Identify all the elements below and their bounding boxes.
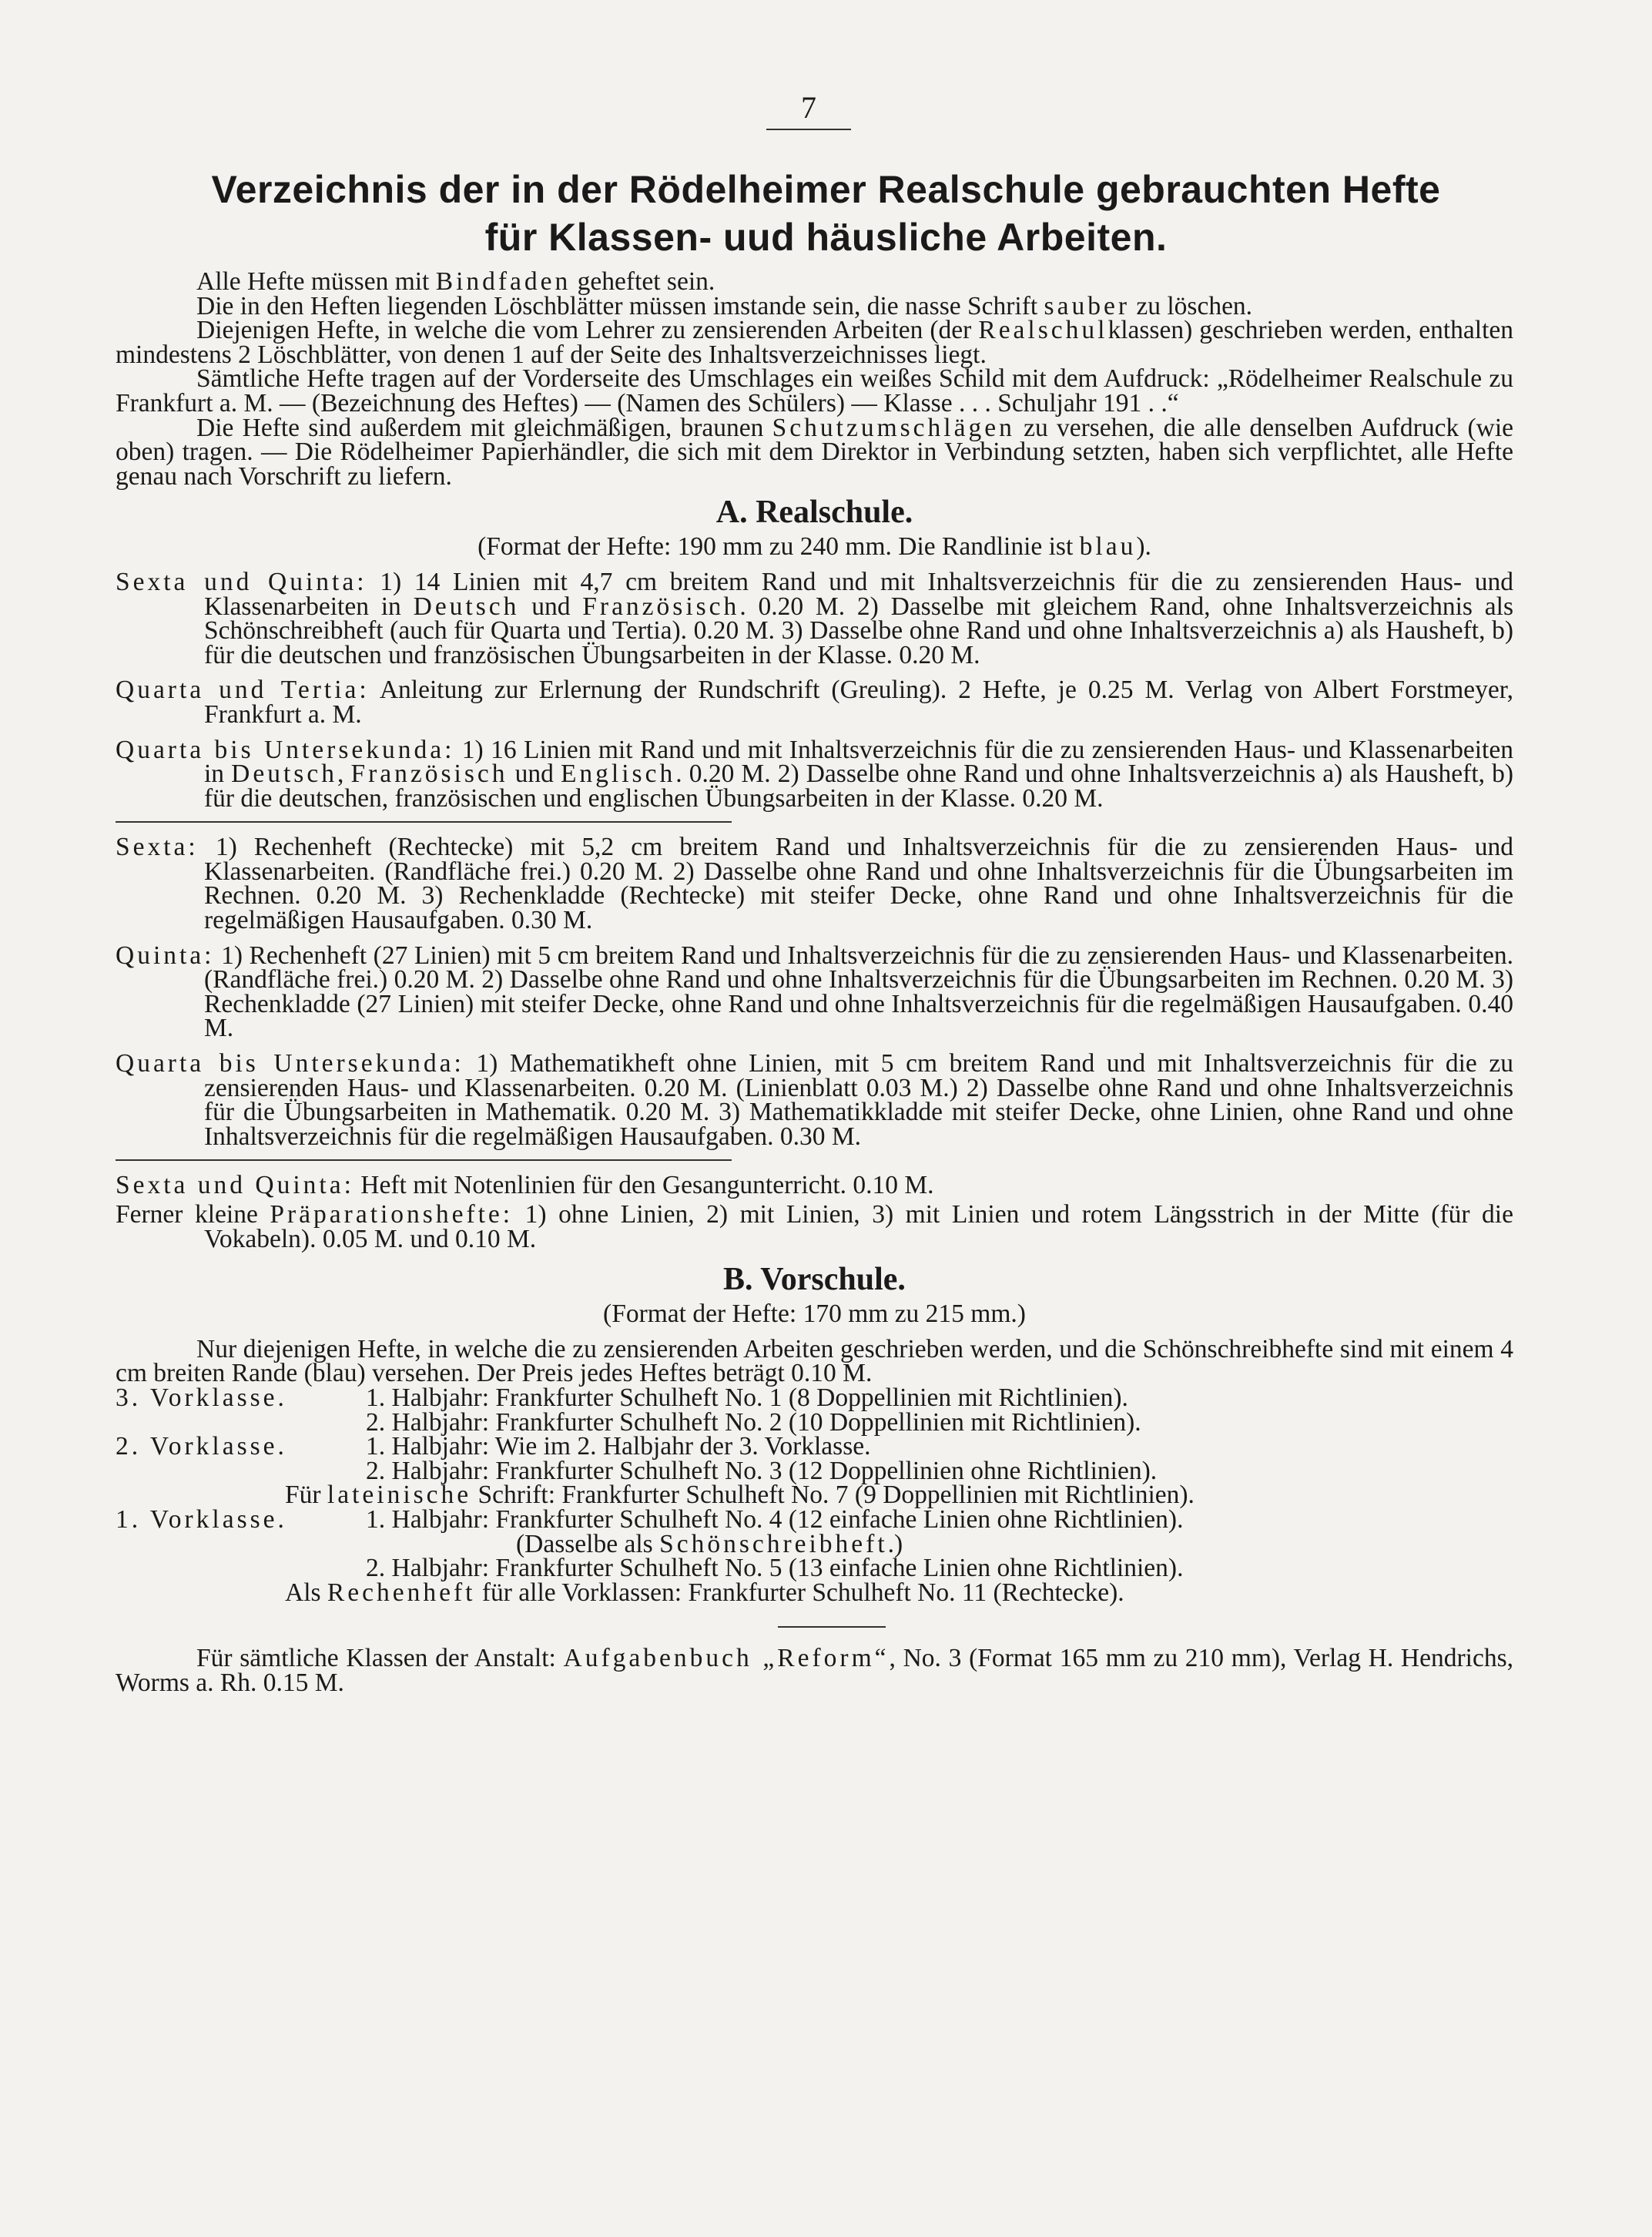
intro-paragraph: Die Hefte sind außerdem mit gleichmäßigen, braunen Schutzumschlägen zu versehen, die alle denselben Aufdruck (wie oben) tragen. — Die Rödelheimer Papierhändler, die sich mit dem Direktor in Verbindung setzten, haben sich verpflichtet, alle Hefte genau nach Vorschrift zu liefern. [116, 413, 1513, 491]
section-b-format: (Format der Hefte: 170 mm zu 215 mm.) [603, 1300, 1026, 1329]
page-number-rule [766, 129, 851, 130]
rechenheft-row: Als Rechenheft für alle Vorklassen: Frankfurter Schulheft No. 11 (Rechtecke). [285, 1578, 1124, 1607]
title-line-1: Verzeichnis der in der Rödelheimer Realschule gebrauchten Hefte [211, 168, 1441, 211]
entry-sexta-quinta: Sexta und Quinta: 1) 14 Linien mit 4,7 cm breitem Rand und mit Inhaltsverzeichnis für die zu zensierenden Haus- und Klassenarbeiten in Deutsch und Französisch. 0.20 M. 2) Dasselbe mit gleichem Rand, ohne Inhaltsverzeichnis als Schönschreibheft (auch für Quarta und Tertia). 0.20 M. 3) Dasselbe ohne Rand und ohne Inhaltsverzeichnis a) als Hausheft, b) für die deutschen und französischen Übungsarbeiten in der Klasse. 0.20 M. [116, 567, 1513, 669]
math-entry-quinta: Quinta: 1) Rechenheft (27 Linien) mit 5 cm breitem Rand und Inhaltsverzeichnis für die zu zensierenden Haus- und Klassenarbeiten. (Randfläche frei.) 0.20 M. 2) Dasselbe ohne Rand und ohne Inhaltsverzeichnis für die Übungsarbeiten im Rechnen. 0.20 M. 3) Rechenkladde (27 Linien) mit steifer Decke, ohne Rand und ohne Inhaltsverzeichnis für die regelmäßigen Hausaufgaben. 0.40 M. [116, 941, 1513, 1043]
math-entry-sexta: Sexta: 1) Rechenheft (Rechtecke) mit 5,2 cm breitem Rand und Inhaltsverzeichnis für die zu zensierenden Haus- und Klassenarbeiten. (Randfläche frei.) 0.20 M. 2) Dasselbe ohne Rand und ohne Inhaltsverzeichnis für die Übungsarbeiten im Rechnen. 0.20 M. 3) Rechenkladde (Rechtecke) mit steifer Decke, ohne Rand und ohne Inhaltsverzeichnis für die regelmäßigen Hausaufgaben. 0.30 M. [116, 833, 1513, 935]
section-divider [116, 1159, 732, 1161]
section-a-format: (Format der Hefte: 190 mm zu 240 mm. Die Randlinie ist blau). [478, 532, 1151, 562]
intro-paragraph: Diejenigen Hefte, in welche die vom Lehrer zu zensierenden Arbeiten (der Realschulklassen) geschrieben werden, enthalten mindestens 2 Löschblätter, von denen 1 auf der Seite des Inhaltsverzeichnisses liegt. [116, 316, 1513, 369]
vk1-note: (Dasselbe als Schönschreibheft.) [516, 1529, 903, 1558]
intro-paragraph: Sämtliche Hefte tragen auf der Vorderseite des Umschlages ein weißes Schild mit dem Aufdruck: „Rödelheimer Realschule zu Frankfurt a. M. — (Bezeichnung des Heftes) — (Namen des Schülers) — Klasse . . . Schuljahr 191 . .“ [116, 364, 1513, 418]
vk3-row-1: 3. Vorklasse. 1. Halbjahr: Frankfurter Schulheft No. 1 (8 Doppellinien mit Richtlinien). [116, 1383, 1128, 1412]
music-entry: Sexta und Quinta: Heft mit Notenlinien für den Gesangunterricht. 0.10 M. [116, 1171, 934, 1200]
footer-paragraph: Für sämtliche Klassen der Anstalt: Aufgabenbuch „Reform“, No. 3 (Format 165 mm zu 210 mm), Verlag H. Hendrichs, Worms a. Rh. 0.15 M. [116, 1644, 1513, 1697]
vk1-row-2: 2. Halbjahr: Frankfurter Schulheft No. 5 (13 einfache Linien ohne Richtlinien). [366, 1554, 1184, 1583]
latin-row: Für lateinische Schrift: Frankfurter Schulheft No. 7 (9 Doppellinien mit Richtlinien). [285, 1481, 1195, 1510]
vk2-row-2: 2. Halbjahr: Frankfurter Schulheft No. 3 (12 Doppellinien ohne Richtlinien). [366, 1456, 1158, 1485]
page-number: 7 [801, 90, 816, 125]
section-b-heading: B. Vorschule. [723, 1262, 906, 1298]
math-entry-quarta-untersekunda: Quarta bis Untersekunda: 1) Mathematikheft ohne Linien, mit 5 cm breitem Rand und mit Inhaltsverzeichnis für die zu zensierenden Haus- und Klassenarbeiten. 0.20 M. (Linienblatt 0.03 M.) 2) Dasselbe ohne Rand und ohne Inhaltsverzeichnis für die Übungsarbeiten in Mathematik. 0.20 M. 3) Mathematikkladde mit steifer Decke, ohne Linien, ohne Rand und ohne Inhaltsverzeichnis für die regelmäßigen Hausaufgaben. 0.30 M. [116, 1049, 1513, 1151]
entry-quarta-untersekunda: Quarta bis Untersekunda: 1) 16 Linien mit Rand und mit Inhaltsverzeichnis für die zu zensierenden Haus- und Klassenarbeiten in Deutsch, Französisch und Englisch. 0.20 M. 2) Dasselbe ohne Rand und ohne Inhaltsverzeichnis a) als Hausheft, b) für die deutschen, französischen und englischen Übungsarbeiten in der Klasse. 0.20 M. [116, 735, 1514, 813]
vk1-row-1: 1. Vorklasse. 1. Halbjahr: Frankfurter Schulheft No. 4 (12 einfache Linien ohne Richtlinien). [116, 1504, 1184, 1534]
intro-paragraph: Die in den Heften liegenden Löschblätter müssen imstande sein, die nasse Schrift sauber zu löschen. [196, 291, 1253, 320]
vk2-row-1: 2. Vorklasse. 1. Halbjahr: Wie im 2. Halbjahr der 3. Vorklasse. [116, 1432, 871, 1461]
section-b-intro: Nur diejenigen Hefte, in welche die zu zensierenden Arbeiten geschrieben werden, und die Schönschreibhefte sind mit einem 4 cm breiten Rande (blau) versehen. Der Preis jedes Heftes beträgt 0.10 M. [116, 1334, 1513, 1388]
prep-entry: Ferner kleine Präparationshefte: 1) ohne Linien, 2) mit Linien, 3) mit Linien und rotem Längsstrich in der Mitte (für die Vokabeln). 0.05 M. und 0.10 M. [116, 1200, 1513, 1253]
intro-paragraph: Alle Hefte müssen mit Bindfaden geheftet sein. [196, 267, 715, 296]
vk3-row-2: 2. Halbjahr: Frankfurter Schulheft No. 2 (10 Doppellinien mit Richtlinien). [366, 1407, 1141, 1437]
section-a-heading: A. Realschule. [715, 495, 913, 531]
title-line-2: für Klassen- uud häusliche Arbeiten. [484, 216, 1168, 259]
entry-quarta-tertia: Quarta und Tertia: Anleitung zur Erlernung der Rundschrift (Greuling). 2 Hefte, je 0.25 M. Verlag von Albert Forstmeyer, Frankfurt a. M. [116, 676, 1513, 729]
page-title [100, 166, 1552, 261]
vorklassen-list [116, 1383, 1513, 1607]
section-divider [116, 821, 732, 823]
document-body [116, 267, 1514, 1697]
footer-divider [778, 1626, 886, 1628]
